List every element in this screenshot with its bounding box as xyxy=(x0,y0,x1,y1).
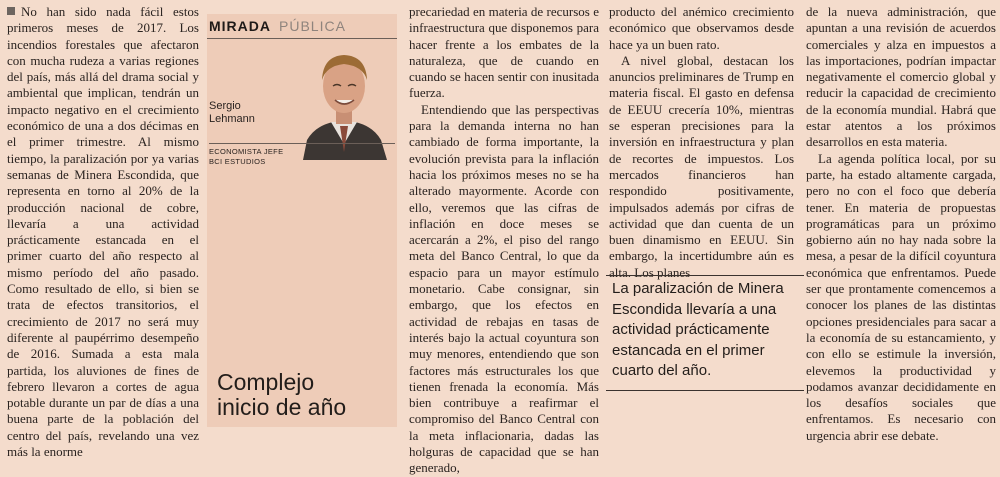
section-label-bold: MIRADA xyxy=(209,18,271,34)
paragraph: Entendiendo que las perspectivas para la demanda interna no han cambiado de forma importante, la evolución prevista para la inflación hacia los próximos meses no se ha alterado mayormente. Acorde con ello, veremos que las cifras de inflación en doce meses se acercarán a 2%, el piso del rango meta del Banco Central, lo que da espacio para un mayor estímulo monetario. Cabe consignar, sin embargo, que los efectos en actividad de rebajas en tasas de interés bajo la actual coyuntura son muy menores, entendiendo que son factores más estructurales los que tienen frenada la economía. Más bien contribuye a reafirmar el compromiso del Banco Central con la meta inflacionaria, dadas las holguras de capacidad que se han generado, xyxy=(409,101,599,476)
article-column-5 xyxy=(806,4,996,444)
paragraph: precariedad en materia de recursos e infraestructura que disponemos para hacer frente a los embates de la naturaleza, que de cuando en cuando se hacen sentir con inusitada fuerza. xyxy=(409,4,599,101)
article-column-4 xyxy=(609,4,794,281)
paragraph: No han sido nada fácil estos primeros meses de 2017. Los incendios forestales que afectaron con mucha rudeza a varias regiones del país, más allá del drama social y ambiental que implican, tendrán un impacto negativo en el crecimiento económico de una a dos décimas en el primer trimestre. Al mismo tiempo, la paralización por ya varias semanas de Minera Escondida, que representa en torno al 20% de la producción nacional de cobre, llevaría a una actividad prácticamente estancada en el primer cuarto del año respecto al mismo período del año pasado. Como resultado de ello, si bien se trata de efectos transitorios, el crecimiento de 2017 no será muy diferente al paupérrimo desempeño de 2016. Sumada a esta mala partida, los aluviones de fines de febrero llevaron a cortes de agua potable durante un par de días a una buena parte de la población del centro del país, revelando una vez más la enorme xyxy=(7,4,199,460)
pull-quote: La paralización de Minera Escondida llevaría a una actividad prácticamente estancada en el primer cuarto del año. xyxy=(606,275,804,391)
paragraph: producto del anémico crecimiento económico que observamos desde hace ya un buen rato. xyxy=(609,4,794,52)
column-box xyxy=(207,14,397,427)
author-photo xyxy=(293,40,395,160)
paragraph: La agenda política local, por su parte, ha estado altamente cargada, pero no con el foco que debería tener. En materia de propuestas programáticas para un próximo gobierno aún no hay nada sobre la mesa, a pesar de la difícil coyuntura económica que enfrentamos. Puede ser que prontamente comencemos a conocer los planes de las distintas opciones presidenciales para sacar a la economía de su estancamiento, y con ello se estimule la inversión, elevemos la productividad y podamos avanzar decididamente en los desafíos sociales que enfrentamos. Es necesario con urgencia abrir ese debate. xyxy=(806,150,996,443)
section-label-light: PÚBLICA xyxy=(279,18,346,34)
paragraph: A nivel global, destacan los anuncios preliminares de Trump en materia fiscal. El gasto en defensa de EEUU crecería 10%, mientras se esperan precisiones para la inversión en infraestructura y plan de recortes de impuestos. Los mercados financieros han respondido positivamente, impulsados además por cifras de actividad que dan cuenta de un buen dinamismo en EEUU. Sin embargo, la incertidumbre aún es alta. Los planes xyxy=(609,52,794,280)
paragraph: de la nueva administración, que apuntan a una revisión de acuerdos comerciales y alza en impuestos a las importaciones, podrían impactar negativamente el comercio global y reducir la capacidad de crecimiento de la economía mundial. Habrá que estar atentos a los próximos desarrollos en esta materia. xyxy=(806,4,996,150)
headline: Complejo inicio de año xyxy=(217,369,347,420)
author-name: Sergio Lehmann xyxy=(209,100,255,125)
article-column-1 xyxy=(7,4,199,460)
square-bullet-icon xyxy=(7,7,15,15)
article-column-3 xyxy=(409,4,599,477)
section-header xyxy=(207,14,397,39)
author-role: ECONOMISTA JEFE BCI ESTUDIOS xyxy=(209,143,395,166)
